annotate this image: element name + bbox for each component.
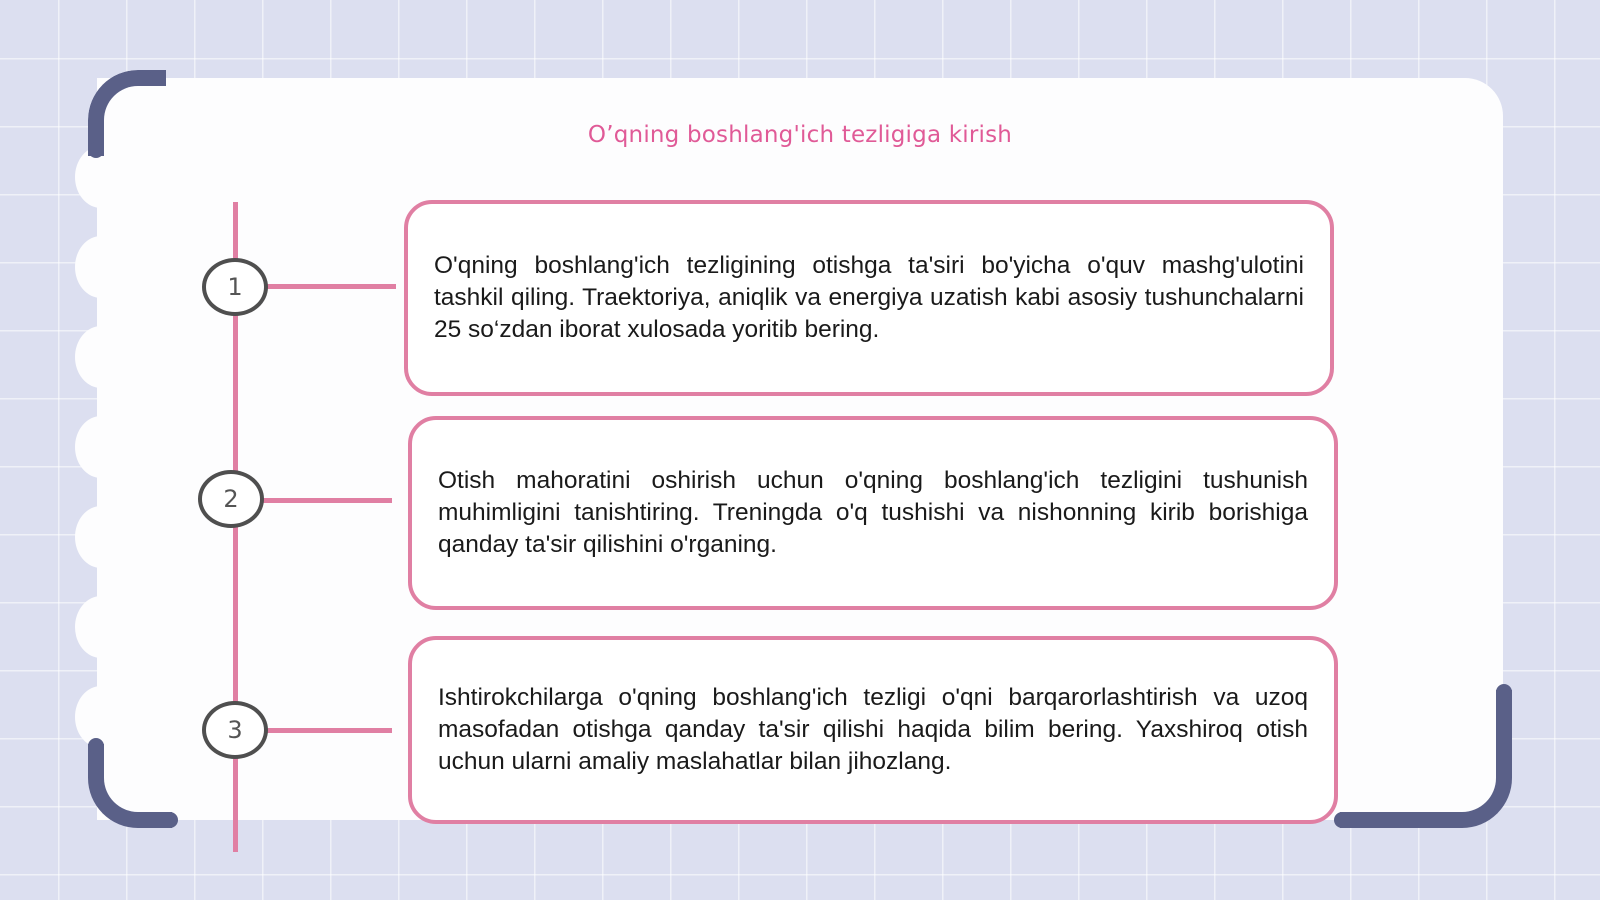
step-number-badge: 3 [202, 701, 268, 759]
timeline-connector [262, 284, 396, 289]
step-number-badge: 2 [198, 470, 264, 528]
step-box-3 [408, 636, 1338, 824]
timeline-connector [258, 498, 392, 503]
bracket-cap [1496, 684, 1512, 700]
step-text: Ishtirokchilarga o'qning boshlang'ich tezligi o'qni barqarorlashtirish va uzoq masofadan otishga qanday ta'sir qilishi haqida bilim bering. Yaxshiroq otish uchun ularni amaliy maslahatlar bilan jihozlang. [438, 684, 1308, 775]
slide-title: O’qning boshlang'ich tezligiga kirish [587, 122, 1013, 148]
bracket-cap [88, 142, 104, 158]
corner-bracket-bottom-right [1340, 690, 1512, 828]
card-scallop [75, 596, 127, 658]
step-box-2 [408, 416, 1338, 610]
bracket-cap [1334, 812, 1350, 828]
step-box-1 [404, 200, 1334, 396]
timeline-connector [262, 728, 392, 733]
card-scallop [75, 686, 127, 748]
bracket-cap [137, 70, 153, 86]
bracket-cap [88, 738, 104, 754]
step-text: Otish mahoratini oshirish uchun o'qning boshlang'ich tezligini tushunish muhimligini tanishtiring. Treningda o'q tushishi va nishonning kirib borishiga qanday ta'sir qilishini o'rganing. [438, 467, 1308, 558]
card-scallop [75, 506, 127, 568]
card-scallop [75, 416, 127, 478]
bracket-cap [162, 812, 178, 828]
step-number-badge: 1 [202, 258, 268, 316]
card-scallop [75, 326, 127, 388]
card-scallop [75, 236, 127, 298]
step-text: O'qning boshlang'ich tezligining otishga ta'siri bo'yicha o'quv mashg'ulotini tashkil qiling. Traektoriya, aniqlik va energiya uzatish kabi asosiy tushunchalarni 25 so‘zdan iborat xulosada yoritib bering. [434, 252, 1304, 343]
